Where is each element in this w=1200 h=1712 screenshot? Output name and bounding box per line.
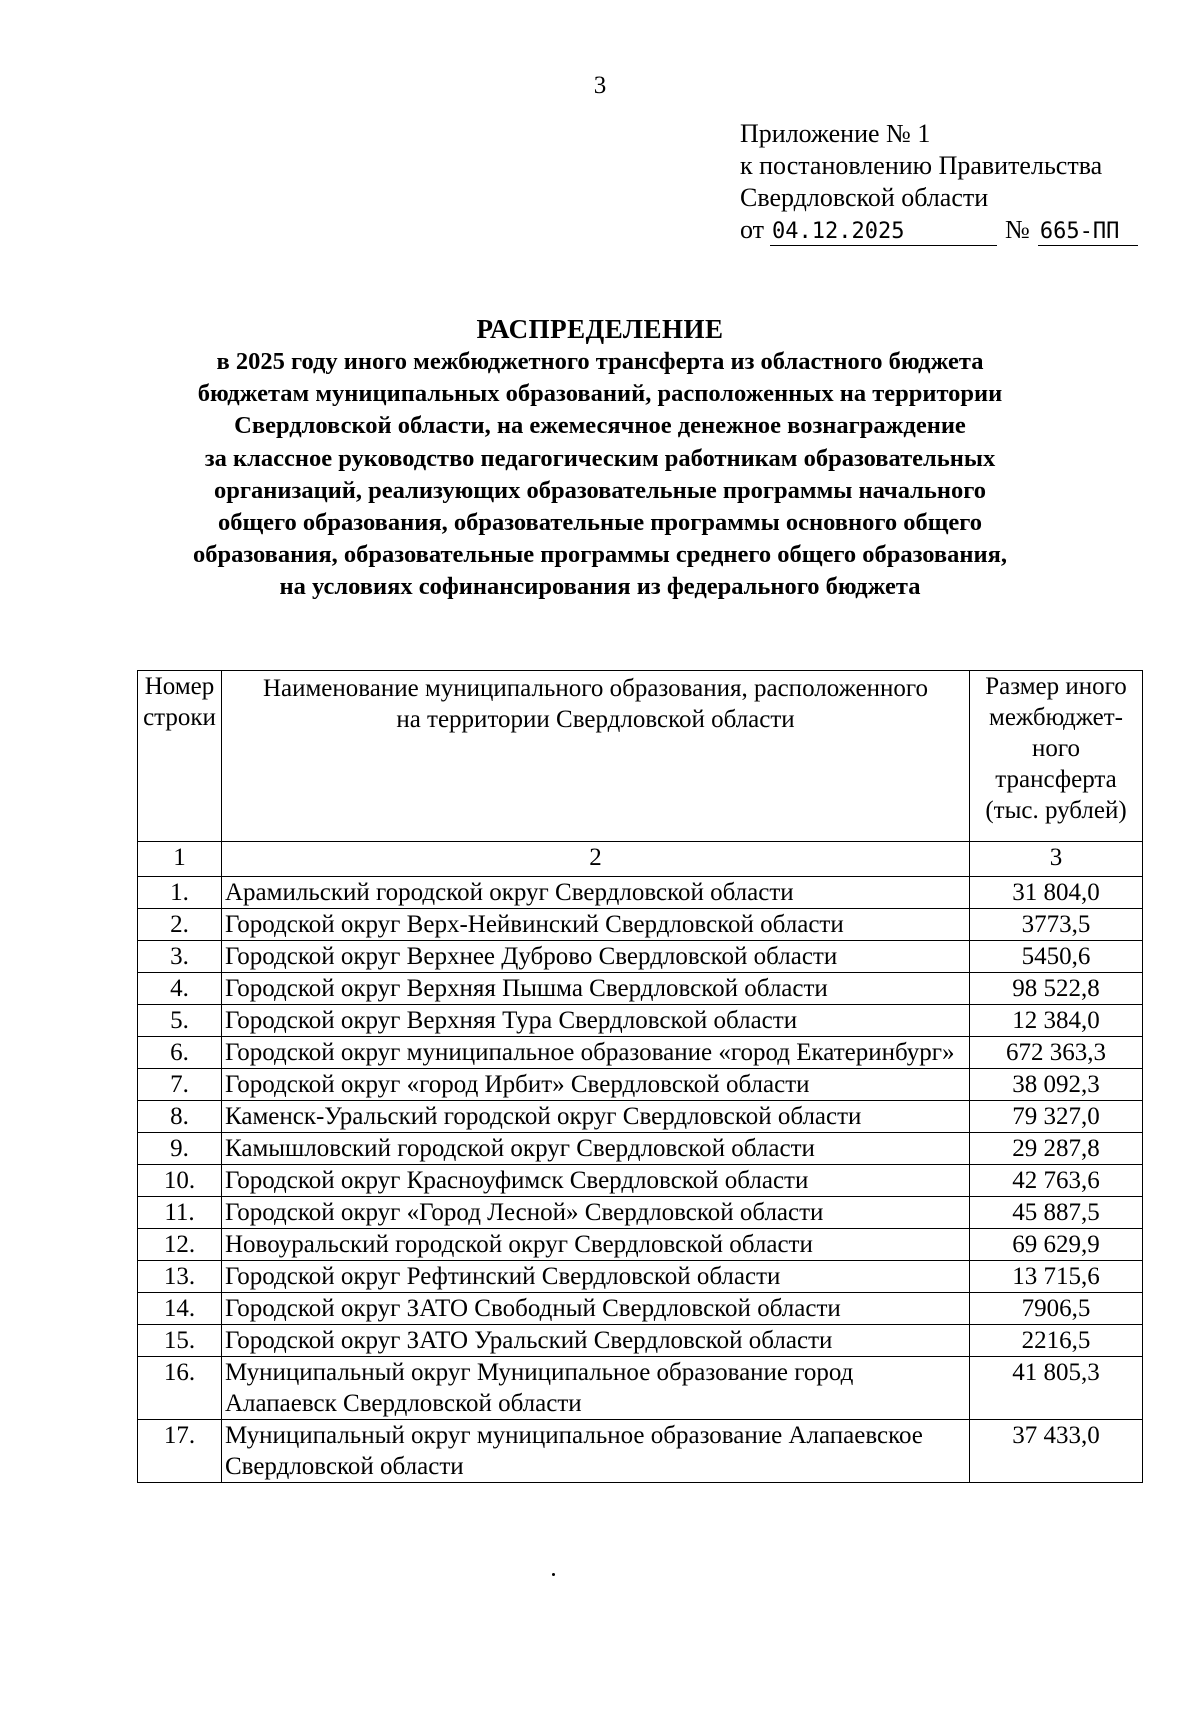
column-number: 1 <box>138 842 222 877</box>
row-number: 2. <box>138 909 222 941</box>
row-number: 7. <box>138 1069 222 1101</box>
row-number: 10. <box>138 1165 222 1197</box>
subtitle-line: бюджетам муниципальных образований, расположенных на территории <box>197 380 1003 408</box>
row-number: 16. <box>138 1357 222 1420</box>
row-number: 4. <box>138 973 222 1005</box>
row-number: 12. <box>138 1229 222 1261</box>
municipality-name: Арамильский городской округ Свердловской области <box>222 877 970 909</box>
municipality-name: Городской округ «Город Лесной» Свердловской области <box>222 1197 970 1229</box>
header-municipality-name: Наименование муниципального образования, расположенного на территории Свердловской области <box>222 671 970 842</box>
document-subtitle <box>120 346 1080 604</box>
row-number: 11. <box>138 1197 222 1229</box>
municipality-name: Городской округ ЗАТО Свободный Свердловской области <box>222 1293 970 1325</box>
table-row <box>138 877 1143 909</box>
table-row <box>138 1133 1143 1165</box>
appendix-line-1: Приложение № 1 <box>740 119 931 148</box>
table-row <box>138 1165 1143 1197</box>
appendix-block <box>740 118 1160 246</box>
transfer-amount: 672 363,3 <box>970 1037 1143 1069</box>
subtitle-line: образования, образовательные программы среднего общего образования, <box>192 541 1008 569</box>
row-number: 9. <box>138 1133 222 1165</box>
transfer-amount: 38 092,3 <box>970 1069 1143 1101</box>
transfer-amount: 42 763,6 <box>970 1165 1143 1197</box>
resolution-date: 04.12.2025 <box>770 219 997 246</box>
subtitle-line: общего образования, образовательные программы основного общего <box>217 509 983 537</box>
header-transfer-amount: Размер иного межбюджет-ного трансферта (тыс. рублей) <box>970 671 1143 842</box>
transfer-amount: 98 522,8 <box>970 973 1143 1005</box>
subtitle-line: за классное руководство педагогическим работникам образовательных <box>204 444 996 472</box>
table-row <box>138 1229 1143 1261</box>
transfer-amount: 13 715,6 <box>970 1261 1143 1293</box>
municipality-name: Муниципальный округ муниципальное образование Алапаевское Свердловской области <box>222 1420 970 1483</box>
row-number: 6. <box>138 1037 222 1069</box>
table-row <box>138 1261 1143 1293</box>
page-number: 3 <box>593 72 607 99</box>
column-number: 3 <box>970 842 1143 877</box>
municipality-name: Городской округ Красноуфимск Свердловской области <box>222 1165 970 1197</box>
table-row <box>138 1101 1143 1133</box>
table-row <box>138 1037 1143 1069</box>
number-prefix: № <box>1005 215 1030 244</box>
distribution-table <box>137 670 1143 1483</box>
date-prefix: от <box>740 215 765 244</box>
municipality-name: Муниципальный округ Муниципальное образование город Алапаевск Свердловской области <box>222 1357 970 1420</box>
transfer-amount: 3773,5 <box>970 909 1143 941</box>
appendix-dateline <box>740 214 1160 246</box>
resolution-number: 665-ПП <box>1038 219 1138 246</box>
transfer-amount: 5450,6 <box>970 941 1143 973</box>
municipality-name: Городской округ Верхняя Тура Свердловской области <box>222 1005 970 1037</box>
row-number: 13. <box>138 1261 222 1293</box>
appendix-line-2: к постановлению Правительства <box>740 151 1103 180</box>
municipality-name: Городской округ муниципальное образование «город Екатеринбург» <box>222 1037 970 1069</box>
table-row <box>138 1293 1143 1325</box>
transfer-amount: 29 287,8 <box>970 1133 1143 1165</box>
page-mark <box>552 1573 555 1576</box>
transfer-amount: 79 327,0 <box>970 1101 1143 1133</box>
subtitle-line: организаций, реализующих образовательные программы начального <box>213 476 987 504</box>
table-row <box>138 973 1143 1005</box>
municipality-name: Новоуральский городской округ Свердловской области <box>222 1229 970 1261</box>
municipality-name: Городской округ «город Ирбит» Свердловской области <box>222 1069 970 1101</box>
transfer-amount: 45 887,5 <box>970 1197 1143 1229</box>
municipality-name: Камышловский городской округ Свердловской области <box>222 1133 970 1165</box>
table-row <box>138 1325 1143 1357</box>
table-row <box>138 1197 1143 1229</box>
municipality-name: Городской округ Верх-Нейвинский Свердловской области <box>222 909 970 941</box>
row-number: 8. <box>138 1101 222 1133</box>
row-number: 15. <box>138 1325 222 1357</box>
table-row <box>138 1420 1143 1483</box>
transfer-amount: 41 805,3 <box>970 1357 1143 1420</box>
transfer-amount: 12 384,0 <box>970 1005 1143 1037</box>
municipality-name: Городской округ Рефтинский Свердловской области <box>222 1261 970 1293</box>
row-number: 3. <box>138 941 222 973</box>
transfer-amount: 2216,5 <box>970 1325 1143 1357</box>
subtitle-line: Свердловской области, на ежемесячное денежное вознаграждение <box>234 412 966 440</box>
column-numbers-row <box>138 842 1143 877</box>
municipality-name: Городской округ Верхнее Дуброво Свердловской области <box>222 941 970 973</box>
header-row-number: Номер строки <box>138 671 222 842</box>
appendix-line-3: Свердловской области <box>740 183 989 212</box>
transfer-amount: 69 629,9 <box>970 1229 1143 1261</box>
table-row <box>138 909 1143 941</box>
transfer-amount: 7906,5 <box>970 1293 1143 1325</box>
municipality-name: Городской округ Верхняя Пышма Свердловской области <box>222 973 970 1005</box>
row-number: 14. <box>138 1293 222 1325</box>
transfer-amount: 37 433,0 <box>970 1420 1143 1483</box>
row-number: 1. <box>138 877 222 909</box>
transfer-amount: 31 804,0 <box>970 877 1143 909</box>
table-row <box>138 1357 1143 1420</box>
row-number: 5. <box>138 1005 222 1037</box>
document-title: РАСПРЕДЕЛЕНИЕ <box>476 314 724 344</box>
table-header-row <box>138 671 1143 842</box>
municipality-name: Городской округ ЗАТО Уральский Свердловской области <box>222 1325 970 1357</box>
row-number: 17. <box>138 1420 222 1483</box>
table-row <box>138 1005 1143 1037</box>
subtitle-line: на условиях софинансирования из федерального бюджета <box>279 573 921 601</box>
table-row <box>138 941 1143 973</box>
table-row <box>138 1069 1143 1101</box>
column-number: 2 <box>222 842 970 877</box>
municipality-name: Каменск-Уральский городской округ Свердловской области <box>222 1101 970 1133</box>
subtitle-line: в 2025 году иного межбюджетного трансферта из областного бюджета <box>216 348 984 375</box>
document-heading <box>120 312 1080 604</box>
